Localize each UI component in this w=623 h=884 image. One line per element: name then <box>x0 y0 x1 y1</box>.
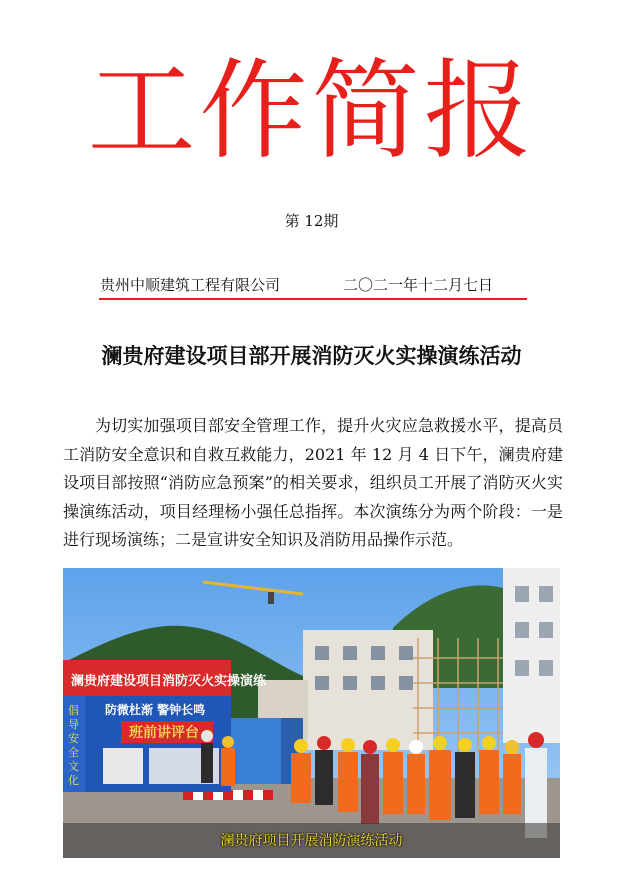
publisher-line <box>100 274 525 296</box>
article-body: 为切实加强项目部安全管理工作，提升火灾应急救援水平，提高员工消防安全意识和自救互救能力，2021 年 12 月 4 日下午，澜贵府建设项目部按照“消防应急预案”的相关要求，组织员工开展了消防灭火实操演练活动，项目经理杨小强任总指挥。本次演练分为两个阶段：一是进行现场演练；二是宣讲安全知识及消防用品操作示范。 <box>63 416 563 549</box>
red-divider <box>99 298 527 300</box>
masthead-title: 工作简报 <box>87 49 536 174</box>
board-slogan: 防微杜渐 警钟长鸣 <box>105 703 206 717</box>
banner-text: 澜贵府建设项目消防灭火实操演练 <box>71 674 267 689</box>
publish-date: 二〇二一年十二月七日 <box>343 276 494 294</box>
publisher-org: 贵州中顺建筑工程有限公司 <box>100 276 281 294</box>
event-photo-illustration <box>63 568 560 858</box>
issue-number: 第 12期 <box>284 212 339 230</box>
event-photo <box>63 568 560 858</box>
board-title: 班前讲评台 <box>129 725 199 741</box>
article-headline: 澜贵府建设项目部开展消防灭火实操演练活动 <box>101 344 522 368</box>
photo-caption: 澜贵府项目开展消防演练活动 <box>220 833 403 849</box>
side-slogan: 倡导安全文化 <box>68 704 79 787</box>
